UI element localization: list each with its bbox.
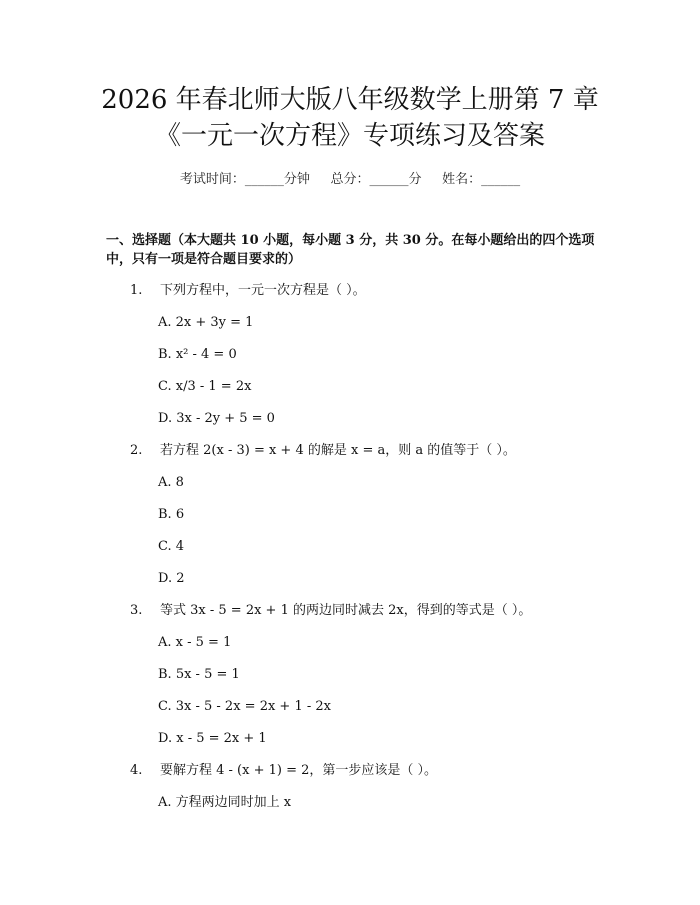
question-text: 等式 3x - 5 = 2x + 1 的两边同时减去 2x，得到的等式是（ ）。 [160,603,532,618]
question-2-option-c: C. 4 [158,539,185,554]
question-3-option-d: D. x - 5 = 2x + 1 [158,731,267,746]
question-1-option-c: C. x/3 - 1 = 2x [158,379,252,394]
question-2 [130,442,610,460]
question-2-option-d: D. 2 [158,571,185,586]
question-1-option-a: A. 2x + 3y = 1 [158,315,254,330]
section-heading: 一、选择题（本大题共 10 小题，每小题 3 分，共 30 分。在每小题给出的四个选项中，只有一项是符合题目要求的） [106,233,595,267]
exam-meta-line: 考试时间：______分钟 总分：______分 姓名：______ [179,172,521,187]
question-text: 要解方程 4 - (x + 1) = 2，第一步应该是（ ）。 [160,763,438,778]
question-text: 下列方程中，一元一次方程是（ ）。 [160,283,366,298]
question-3 [130,602,610,620]
question-2-option-b: B. 6 [158,507,185,522]
question-4-option-a: A. 方程两边同时加上 x [158,795,292,810]
question-number: 4. [130,763,143,778]
question-1 [130,282,610,300]
question-number: 3. [130,603,143,618]
question-4 [130,762,610,780]
question-3-option-a: A. x - 5 = 1 [158,635,232,650]
question-number: 1. [130,283,143,298]
question-2-option-a: A. 8 [158,475,184,490]
question-number: 2. [130,443,143,458]
question-3-option-c: C. 3x - 5 - 2x = 2x + 1 - 2x [158,699,331,714]
question-text: 若方程 2(x - 3) = x + 4 的解是 x = a，则 a 的值等于（ ）。 [160,443,516,458]
title-line-1: 2026 年春北师大版八年级数学上册第 7 章 [101,85,599,115]
question-1-option-b: B. x² - 4 = 0 [158,347,237,362]
title-line-2: 《一元一次方程》专项练习及答案 [154,121,545,151]
question-3-option-b: B. 5x - 5 = 1 [158,667,240,682]
question-1-option-d: D. 3x - 2y + 5 = 0 [158,411,275,426]
